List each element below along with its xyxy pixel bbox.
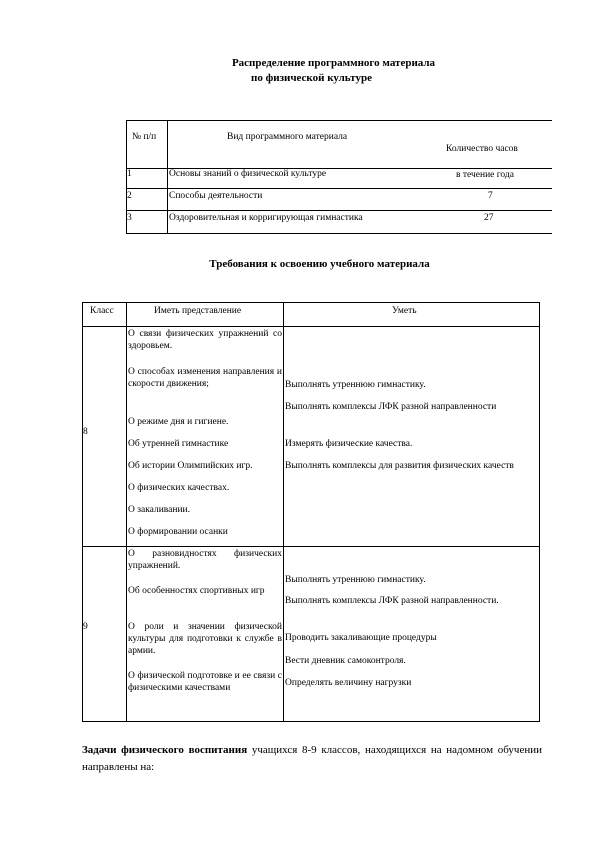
grade-8-know-4: Об утренней гимнастике (128, 439, 229, 449)
grade-8-can-1: Выполнять утреннюю гимнастику. (285, 380, 426, 390)
row-1-num: 1 (127, 169, 132, 179)
col-class-header: Класс (90, 306, 114, 316)
row-3-num: 3 (127, 213, 132, 223)
row-1-kind: Основы знаний о физической культуре (169, 169, 327, 179)
grade-9-know-1: О разновидностях физических упражнений. (128, 549, 282, 571)
tasks-heading: Задачи физического воспитания (82, 744, 248, 756)
grade-9-know-2: Об особенностях спортивных игр (128, 586, 265, 596)
row-2-num: 2 (127, 191, 132, 201)
row-2-hours: 7 (488, 191, 493, 201)
col-hours-header-2: в течение года (456, 170, 514, 180)
col-kind-header: Вид программного материала (227, 132, 348, 142)
title-line-1: Распределение программного материала (231, 57, 436, 69)
row-3-hours: 27 (484, 213, 494, 223)
requirements-table (82, 302, 540, 722)
grade-8-can-3: Измерять физические качества. (285, 439, 413, 449)
grade-8-class: 8 (83, 427, 88, 437)
col-hours-header-1: Количество часов (446, 144, 518, 154)
grade-9-can-5: Определять величину нагрузки (285, 678, 412, 688)
tasks-text: учащихся 8-9 классов, находящихся на надомном обучении направлены на: (82, 744, 542, 773)
program-table (126, 120, 552, 234)
grade-8-can-4: Выполнять комплексы для развития физических качеств (285, 461, 514, 471)
grade-8-know-7: О закаливании. (128, 505, 191, 515)
grade-9-can-3: Проводить закаливающие процедуры (285, 633, 437, 643)
row-3-kind: Оздоровительная и корригирующая гимнастика (169, 213, 363, 223)
grade-8-know-3: О режиме дня и гигиене. (128, 417, 229, 427)
col-know-header: Иметь представление (154, 306, 242, 316)
requirements-title: Требования к освоению учебного материала (209, 258, 430, 270)
grade-8-know-5: Об истории Олимпийских игр. (128, 461, 253, 471)
grade-9-can-4: Вести дневник самоконтроля. (285, 656, 406, 666)
col-num-header: № п/п (132, 132, 157, 142)
grade-9-know-3: О роли и значении физической культуры для подготовки к службе в армии. (128, 622, 282, 656)
grade-8-know-2: О способах изменения направления и скорости движения; (128, 367, 282, 389)
col-can-header: Уметь (392, 306, 417, 316)
grade-9-can-1: Выполнять утреннюю гимнастику. (285, 575, 426, 585)
grade-9-know-4: О физической подготовке и ее связи с физическими качествами (128, 671, 282, 693)
grade-9-class: 9 (83, 622, 88, 632)
tasks-paragraph (82, 742, 542, 776)
grade-8-can-2: Выполнять комплексы ЛФК разной направленности (285, 402, 497, 412)
grade-9-can-2: Выполнять комплексы ЛФК разной направленности. (285, 596, 499, 606)
row-2-kind: Способы деятельности (169, 191, 263, 201)
title-line-2: по физической культуре (251, 72, 372, 84)
document-title (0, 56, 595, 86)
grade-8-know-6: О физических качествах. (128, 483, 230, 493)
grade-8-know-1: О связи физических упражнений со здоровьем. (128, 329, 282, 351)
grade-8-know-8: О формировании осанки (128, 527, 228, 537)
